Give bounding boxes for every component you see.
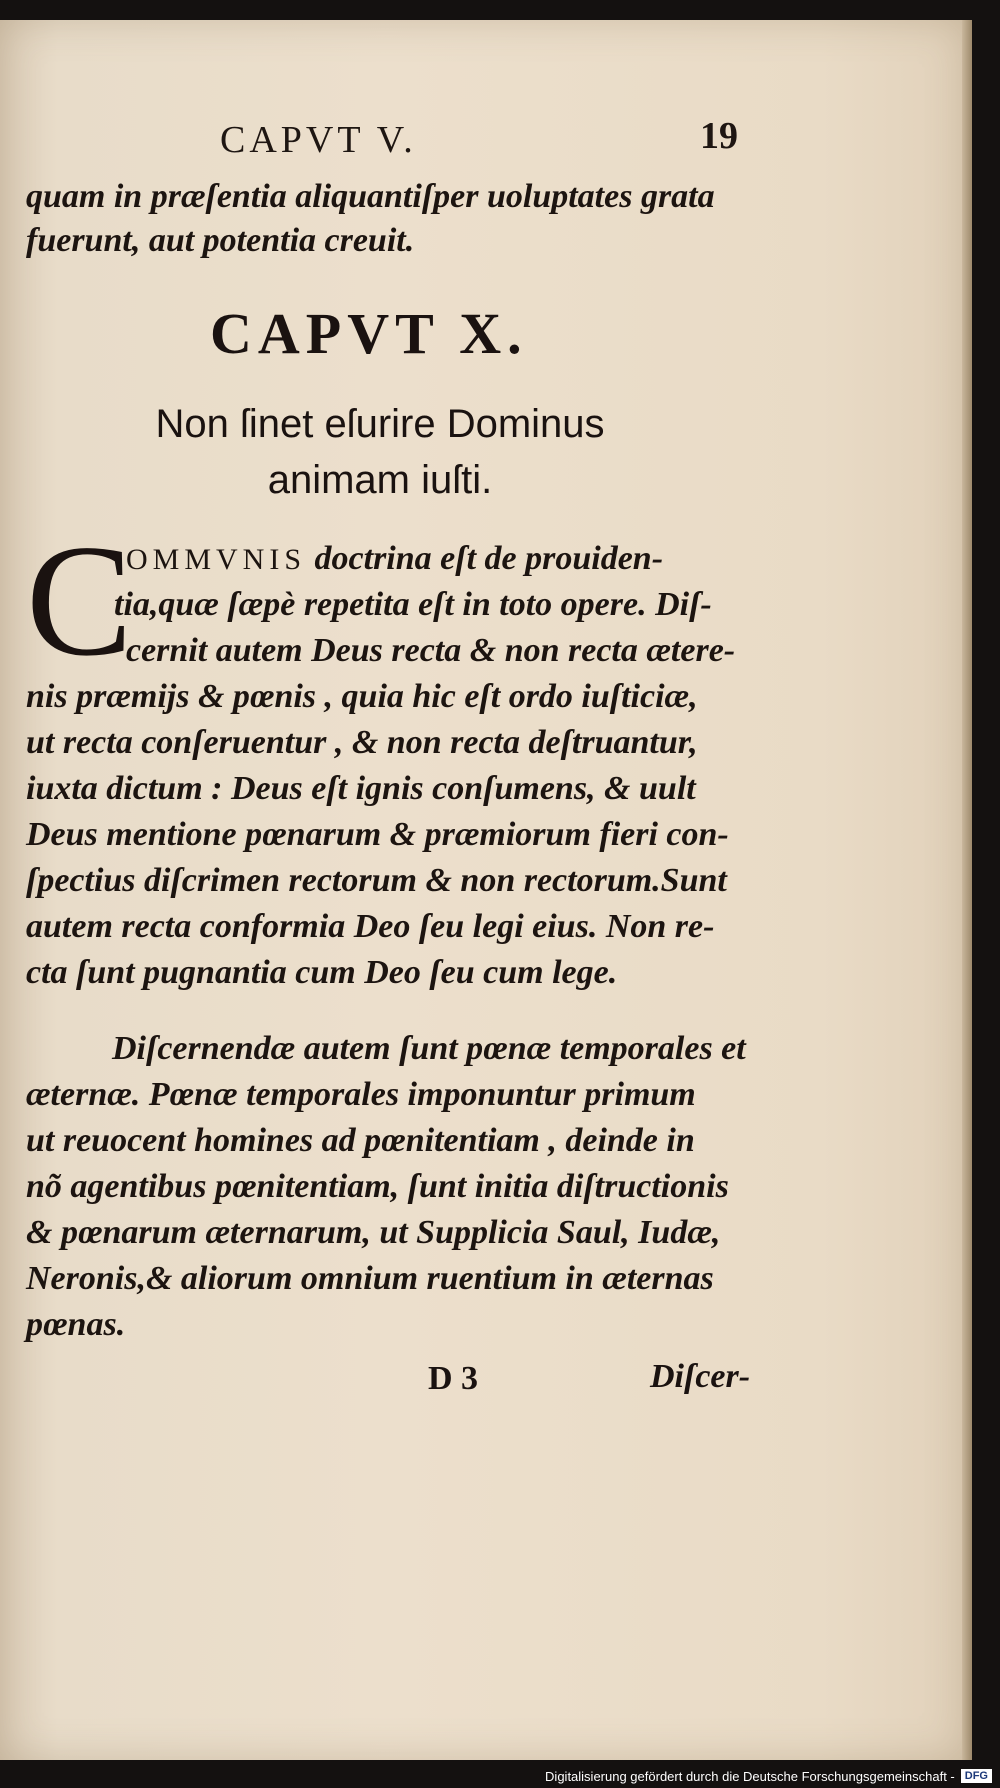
paragraph-line: Diſcernendæ autem ſunt pœnæ temporales et [112, 1030, 746, 1067]
paragraph-line: æternæ. Pœnæ temporales imponuntur primum [26, 1076, 696, 1113]
carryover-line: quam in præſentia aliquantiſper uoluptates grata [26, 178, 715, 215]
paragraph-line: Neronis,& aliorum omnium ruentium in æternas [26, 1260, 714, 1297]
paragraph-line: autem recta conformia Deo ſeu legi eius. Non re- [26, 908, 715, 945]
page-edge [962, 20, 972, 1760]
paragraph-line: nis præmijs & pœnis , quia hic eſt ordo iuſticiæ, [26, 678, 698, 715]
paragraph-line: pœnas. [26, 1306, 126, 1343]
page-number: 19 [700, 115, 738, 157]
paragraph-line: ut reuocent homines ad pœnitentiam , deinde in [26, 1122, 695, 1159]
paragraph-line: ut recta conſeruentur , & non recta deſtruantur, [26, 724, 698, 761]
paragraph-line: & pœnarum æternarum, ut Supplicia Saul, Iudæ, [26, 1214, 721, 1251]
chapter-title: CAPVT X. [210, 301, 528, 366]
running-head: CAPVT V. [220, 119, 417, 161]
paragraph-line [126, 540, 663, 578]
dfg-logo: DFG [961, 1769, 992, 1783]
paragraph-line: ſpectius diſcrimen rectorum & non rectorum.Sunt [26, 862, 727, 899]
drop-cap: C [26, 511, 133, 689]
paragraph-line: Deus mentione pœnarum & præmiorum fieri con- [26, 816, 729, 853]
paragraph-line: nõ agentibus pœnitentiam, ſunt initia diſtructionis [26, 1168, 729, 1205]
opening-word: OMMVNIS [126, 543, 307, 576]
digitization-footer [545, 1764, 992, 1788]
paragraph-line: tia,quæ ſæpè repetita eſt in toto opere. Diſ- [114, 586, 712, 623]
paragraph-line: cta ſunt pugnantia cum Deo ſeu cum lege. [26, 954, 618, 991]
chapter-subtitle: animam iuſti. [267, 458, 493, 502]
catchword: Diſcer- [650, 1358, 751, 1395]
chapter-subtitle: Non ſinet eſurire Dominus [155, 402, 605, 446]
footer-text: Digitalisierung gefördert durch die Deutsche Forschungsgemeinschaft - [545, 1768, 955, 1784]
paragraph-text: doctrina eſt de prouiden- [314, 540, 664, 577]
paragraph-line: cernit autem Deus recta & non recta ætere- [126, 632, 736, 669]
signature-mark: D 3 [428, 1360, 479, 1397]
carryover-line: fuerunt, aut potentia creuit. [26, 222, 415, 259]
paragraph-line: iuxta dictum : Deus eſt ignis conſumens, & uult [26, 770, 696, 807]
